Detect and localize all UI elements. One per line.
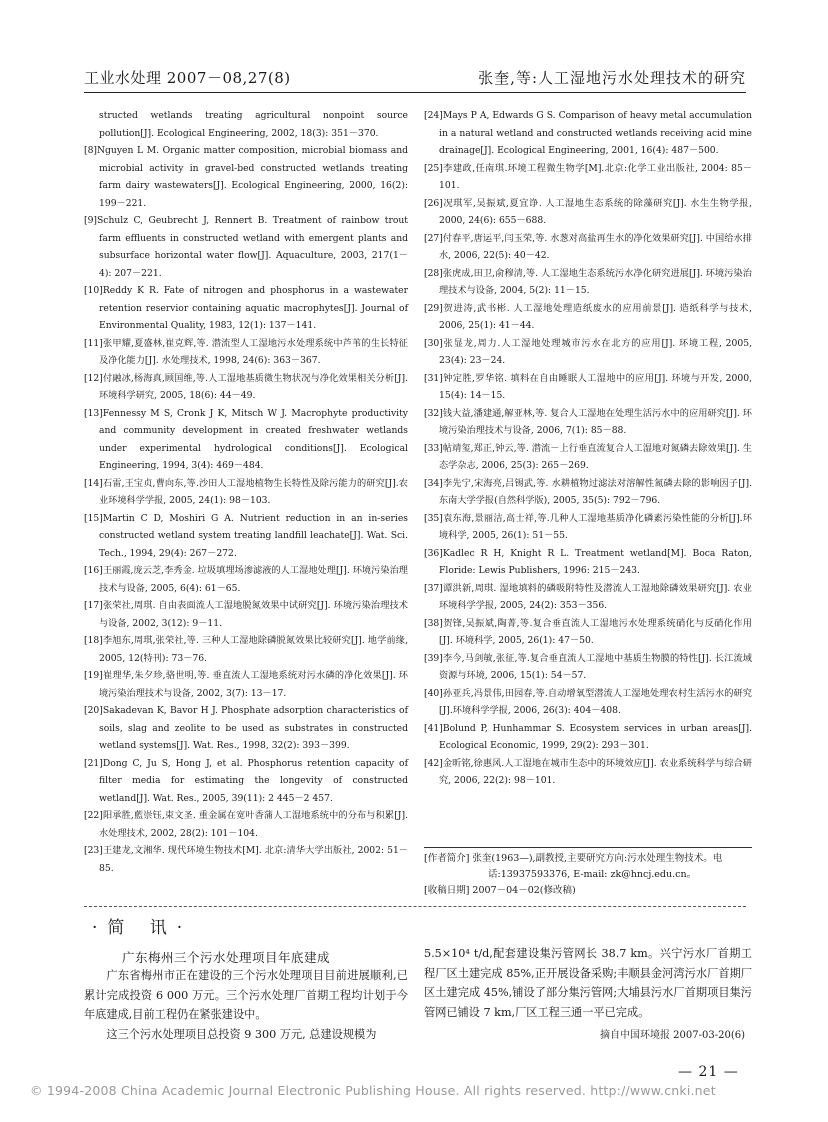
news-section-heading: ·简 讯· [92, 918, 193, 938]
news-left-column [84, 966, 408, 1044]
author-info-box [424, 847, 752, 899]
reference-item: [10]Reddy K R. Fate of nitrogen and phosphorus in a wastewater retention reservior containing aquatic macrophytes[J]. Journal of Environmental Quality, 1983, 12(1): 137－141. [84, 285, 408, 331]
reference-item: [39]李今,马剑敏,张征,等.复合垂直流人工湿地中基质生物膜的特性[J]. 长江流域资源与环境, 2006, 15(1): 54－57. [424, 652, 752, 681]
reference-item: [30]张显龙,周力.人工湿地处理城市污水在北方的应用[J]. 环境工程, 2005, 23(4): 23－24. [424, 337, 752, 366]
running-header [84, 66, 746, 93]
news-source: 摘自中国环境报 2007-03-20(6) [600, 1030, 745, 1041]
references-right-column [424, 107, 752, 790]
reference-item: [16]王丽霞,庞云芝,李秀金. 垃圾填埋场渗滤液的人工湿地处理[J]. 环境污染治理技术与设备, 2005, 6(4): 61－65. [84, 565, 408, 594]
reference-item: [18]李旭东,周琪,张荣社,等. 三种人工湿地除磷脱氮效果比较研究[J]. 地学前缘, 2005, 12(特刊): 73－76. [84, 635, 408, 664]
reference-item: [20]Sakadevan K, Bavor H J. Phosphate adsorption characteristics of soils, slag and zeolite to be used as substrates in constructed wetland systems[J]. Wat. Res., 1998, 32(2): 393－399. [84, 705, 408, 751]
reference-item: structed wetlands treating agricultural nonpoint source pollution[J]. Ecological Engineering, 2002, 18(3): 351－370. [99, 110, 408, 139]
reference-item: [14]石雷,王宝贞,曹向东,等.沙田人工湿地植物生长特性及除污能力的研究[J].农业环境科学学报, 2005, 24(1): 98－103. [84, 477, 408, 506]
reference-item: [13]Fennessy M S, Cronk J K, Mitsch W J. Macrophyte productivity and community development in created freshwater wetlands under experimental hydrological conditions[J]. Ecological Engineering, 1994, 3(4): 469－484. [84, 407, 408, 471]
reference-item: [24]Mays P A, Edwards G S. Comparison of heavy metal accumulation in a natural wetland and constructed wetlands receiving acid mine drainage[J]. Ecological Engineering, 2001, 16(4): 487－500. [424, 110, 752, 156]
journal-info: 工业水处理 2007－08,27(8) [84, 69, 291, 87]
reference-item: [42]金昕铭,徐惠风.人工湿地在城市生态中的环境效应[J]. 农业系统科学与综合研究, 2006, 22(2): 98－101. [424, 757, 752, 786]
reference-item: [32]钱大益,潘建通,解亚林,等. 复合人工湿地在处理生活污水中的应用研究[J]. 环境污染治理技术与设备, 2006, 7(1): 85－88. [424, 407, 752, 436]
reference-item: [29]贺进涛,武书彬. 人工湿地处理造纸废水的应用前景[J]. 造纸科学与技术, 2006, 25(1): 41－44. [424, 302, 752, 331]
reference-item: [17]张荣社,周琪. 自由表面流人工湿地脱氮效果中试研究[J]. 环境污染治理技术与设备, 2002, 3(12): 9－11. [84, 600, 408, 629]
reference-item: [37]谭洪新,周琪. 湿地填料的磷吸附特性及潜流人工湿地除磷效果研究[J]. 农业环境科学学报, 2005, 24(2): 353－356. [424, 582, 752, 611]
news-title: 广东梅州三个污水处理项目年底建成 [122, 950, 331, 965]
reference-item: [19]崔理华,朱夕珍,骆世明,等. 垂直流人工湿地系统对污水磷的净化效果[J]. 环境污染治理技术与设备, 2002, 3(7): 13－17. [84, 670, 408, 699]
copyright-notice: © 1994-2008 China Academic Journal Electronic Publishing House. All rights reserved. http://www.cnki.net [30, 1083, 716, 1098]
reference-item: [22]阳承胜,藍崇钰,束文圣. 重金属在宽叶香蒲人工湿地系统中的分布与积累[J].水处理技术, 2002, 28(2): 101－104. [84, 810, 408, 839]
news-paragraph-3: 5.5×10⁴ t/d,配套建设集污管网长 38.7 km。兴宁污水厂首期工程厂区土建完成 85%,正开展设备采购;丰顺县金河湾污水厂首期厂区土建完成 45%,铺设了部分集污管网;大埔县污水厂首期项目集污管网已铺设 7 km,厂区工程三通一平已完成。 [424, 947, 752, 1019]
reference-item: [38]贺锋,吴振斌,陶菁,等.复合垂直流人工湿地污水处理系统硝化与反硝化作用[J]. 环境科学, 2005, 26(1): 47－50. [424, 617, 752, 646]
news-paragraph-2: 这三个污水处理项目总投资 9 300 万元, 总建设规模为 [106, 1027, 377, 1041]
reference-item: [35]袁东海,景丽洁,高士祥,等.几种人工湿地基质净化磷素污染性能的分析[J].环境科学, 2005, 26(1): 51－55. [424, 512, 752, 541]
reference-item: [27]付春平,唐运平,闫玉荣,等. 水葱对高盐再生水的净化效果研究[J]. 中国给水排水, 2006, 22(5): 40－42. [424, 232, 752, 261]
received-date: [收稿日期] 2007－04－02(修改稿) [424, 885, 576, 896]
reference-item: [23]王建龙,文湘华. 现代环境生物技术[M]. 北京:清华大学出版社, 2002: 51－85. [84, 845, 408, 874]
references-left-column [84, 107, 408, 877]
page-number: — 21 — [678, 1064, 739, 1080]
reference-item: [9]Schulz C, Geubrecht J, Rennert B. Treatment of rainbow trout farm effluents in constructed wetland with emergent plants and subsurface horizontal water flow[J]. Aquaculture, 2003, 217(1－4): 207－221. [84, 215, 408, 279]
news-right-column [424, 944, 752, 1022]
reference-item: [12]付融冰,杨海真,顾国维,等.人工湿地基质微生物状况与净化效果相关分析[J].环境科学研究, 2005, 18(6): 44－49. [84, 372, 408, 401]
reference-item: [31]钟定胜,罗华铭. 填料在自由睡眠人工湿地中的应用[J]. 环境与开发, 2000, 15(4): 14－15. [424, 372, 752, 401]
reference-item: [34]李先宁,宋海亮,吕锡武,等. 水耕植物过滤法对溶解性氮磷去除的影响因子[J]. 东南大学学报(自然科学版), 2005, 35(5): 792－796. [424, 477, 752, 506]
reference-item: [25]李建政,任南琪.环境工程微生物学[M].北京:化学工业出版社, 2004: 85－101. [424, 162, 752, 191]
reference-item: [36]Kadlec R H, Knight R L. Treatment wetland[M]. Boca Raton, Floride: Lewis Publishers, 1996: 215－243. [424, 547, 752, 576]
article-title-header: 张奎,等:人工湿地污水处理技术的研究 [478, 69, 746, 87]
author-intro: [作者简介] 张奎(1963—),副教授,主要研究方向:污水处理生物技术。电话:13937593376, E-mail: zk@hncj.edu.cn。 [424, 853, 723, 880]
reference-item: [40]孙亚兵,冯景伟,田园春,等.自动增氧型潜流人工湿地处理农村生活污水的研究[J].环境科学学报, 2006, 26(3): 404－408. [424, 687, 752, 716]
reference-item: [41]Bolund P, Hunhammar S. Ecosystem services in urban areas[J]. Ecological Economic, 1999, 29(2): 293－301. [424, 722, 752, 751]
reference-item: [21]Dong C, Ju S, Hong J, et al. Phosphorus retention capacity of filter media for estimating the longevity of constructed wetland[J]. Wat. Res., 2005, 39(11): 2 445－2 457. [84, 757, 408, 804]
reference-item: [15]Martin C D, Moshiri G A. Nutrient reduction in an in-series constructed wetland system treating landfill leachate[J]. Wat. Sci. Tech., 1994, 29(4): 267－272. [84, 512, 408, 559]
news-paragraph-1: 广东省梅州市正在建设的三个污水处理项目目前进展顺利,已累计完成投资 6 000 万元。三个污水处理厂首期工程均计划于今年底建成,目前工程仍在紧张建设中。 [84, 969, 408, 1021]
reference-item: [8]Nguyen L M. Organic matter composition, microbial biomass and microbial activity in gravel-bed constructed wetlands treating farm dairy wastewaters[J]. Ecological Engineering, 2000, 16(2): 199－221. [84, 145, 408, 209]
reference-item: [33]帖靖玺,郑正,钟云,等. 潜流－上行垂直流复合人工湿地对氮磷去除效果[J]. 生态学杂志, 2006, 25(3): 265－269. [424, 442, 752, 471]
reference-item: [28]张虎成,田卫,俞穆清,等. 人工湿地生态系统污水净化研究进展[J]. 环境污染治理技术与设备, 2004, 5(2): 11－15. [424, 267, 752, 296]
section-divider [84, 906, 746, 907]
reference-item: [11]张甲耀,夏盛林,崔克辉,等. 潜流型人工湿地污水处理系统中芦苇的生长特征及净化能力[J]. 水处理技术, 1998, 24(6): 363－367. [84, 337, 408, 366]
reference-item: [26]况琪军,吴振斌,夏宜诤. 人工湿地生态系统的除藻研究[J]. 水生生物学报, 2000, 24(6): 655－688. [424, 197, 752, 226]
